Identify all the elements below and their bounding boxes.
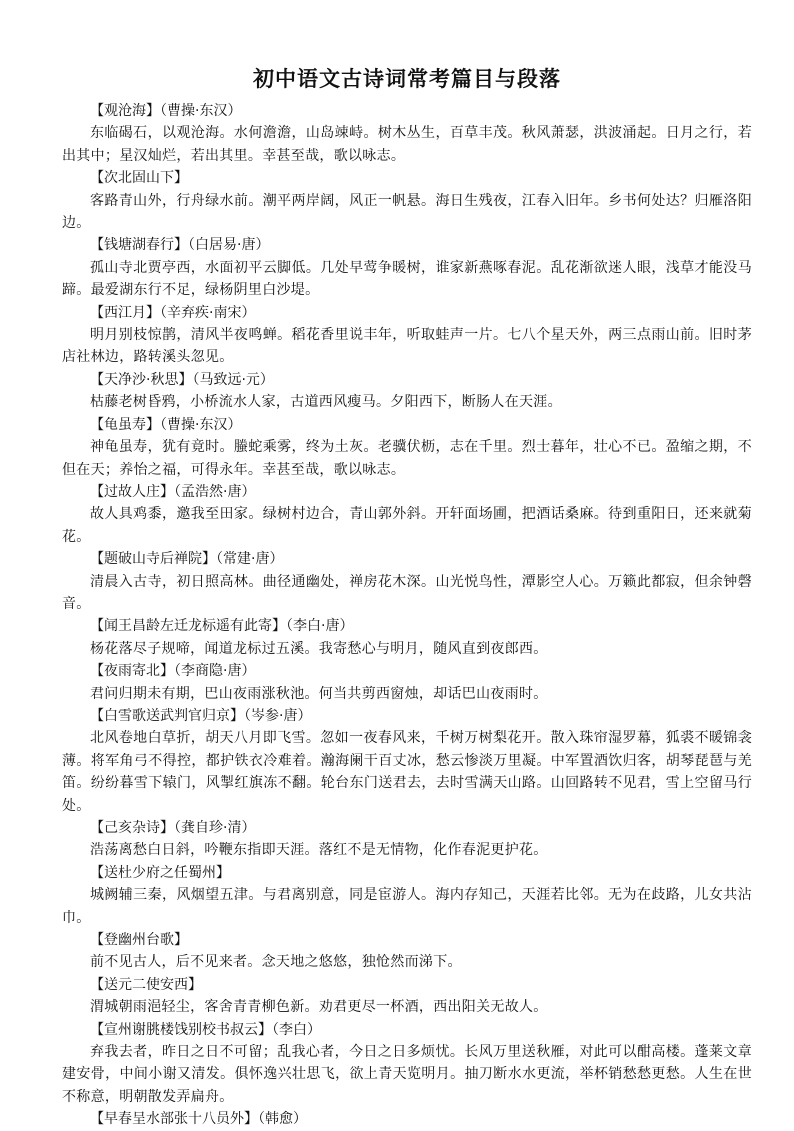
poem-entry — [62, 414, 752, 481]
poem-heading: 【己亥杂诗】（龚自珍·清） — [90, 820, 256, 836]
poem-entry — [62, 660, 752, 705]
poem-heading: 【天净沙·秋思】（马致远·元） — [90, 371, 274, 388]
poem-heading: 【题破山寺后禅院】（常建·唐） — [90, 551, 284, 568]
poem-text: 浩荡离愁白日斜，吟鞭东指即天涯。落红不是无情物，化作春泥更护花。 — [90, 842, 548, 859]
poem-entry — [62, 817, 752, 862]
poem-entry — [62, 369, 752, 414]
poem-heading: 【过故人庄】（孟浩然·唐） — [90, 483, 256, 500]
poem-entry — [62, 615, 752, 660]
poem-heading: 【送杜少府之任蜀州】 — [90, 864, 230, 881]
poem-text: 神龟虽寿，犹有竟时。螣蛇乘雾，终为土灰。老骥伏枥，志在千里。烈士暮年，壮心不已。盈缩之期，不但在天；养怡之福，可得永年。幸甚至哉，歌以咏志。 — [62, 439, 752, 478]
poem-entry — [62, 302, 752, 369]
poem-text: 故人具鸡黍，邀我至田家。绿树村边合，青山郭外斜。开轩面场圃，把酒话桑麻。待到重阳日，还来就菊花。 — [62, 506, 752, 545]
poem-text: 明月别枝惊鹊，清风半夜鸣蝉。稻花香里说丰年，听取蛙声一片。七八个星天外，两三点雨山前。旧时茅店社林边，路转溪头忽见。 — [62, 327, 752, 366]
document-page — [62, 60, 752, 1131]
poem-entry — [62, 1108, 752, 1130]
poem-entry — [62, 234, 752, 301]
poem-heading: 【钱塘湖春行】（白居易·唐） — [90, 237, 270, 254]
poem-heading: 【龟虽寿】（曹操·东汉） — [90, 416, 242, 433]
poem-entry — [62, 974, 752, 1019]
page-title: 初中语文古诗词常考篇目与段落 — [253, 67, 561, 91]
poem-entry — [62, 167, 752, 234]
poem-entry — [62, 862, 752, 929]
poem-entry — [62, 548, 752, 615]
poem-text: 城阙辅三秦，风烟望五津。与君离别意，同是宦游人。海内存知己，天涯若比邻。无为在歧路，儿女共沾巾。 — [62, 887, 752, 926]
poem-text: 渭城朝雨浥轻尘，客舍青青柳色新。劝君更尽一杯酒，西出阳关无故人。 — [90, 999, 548, 1016]
poem-text: 前不见古人，后不见来者。念天地之悠悠，独怆然而涕下。 — [90, 954, 462, 971]
poem-entry — [62, 705, 752, 817]
poem-heading: 【夜雨寄北】（李商隐·唐） — [90, 663, 256, 680]
poem-text: 弃我去者，昨日之日不可留；乱我心者，今日之日多烦忧。长风万里送秋雁，对此可以酣高楼。蓬莱文章建安骨，中间小谢又清发。俱怀逸兴壮思飞，欲上青天览明月。抽刀断水水更流，举杯销愁愁更愁。人生在世不称意，明朝散发弄扁舟。 — [62, 1044, 752, 1105]
poem-heading: 【闻王昌龄左迁龙标遥有此寄】（李白·唐） — [90, 618, 354, 635]
poem-text: 北风卷地白草折，胡天八月即飞雪。忽如一夜春风来，千树万树梨花开。散入珠帘湿罗幕，狐裘不暖锦衾薄。将军角弓不得控，都护铁衣冷难着。瀚海阑干百丈冰，愁云惨淡万里凝。中军置酒饮归客，胡琴琵琶与羌笛。纷纷暮雪下辕门，风掣红旗冻不翻。轮台东门送君去，去时雪满天山路。山回路转不见君，雪上空留马行处。 — [62, 730, 752, 814]
poem-list — [62, 100, 752, 1131]
poem-heading: 【白雪歌送武判官归京】（岑参·唐） — [90, 707, 312, 724]
poem-entry — [62, 100, 752, 167]
poem-text: 东临碣石，以观沧海。水何澹澹，山岛竦峙。树木丛生，百草丰茂。秋风萧瑟，洪波涌起。日月之行，若出其中；星汉灿烂，若出其里。幸甚至哉，歌以咏志。 — [62, 125, 752, 164]
poem-text: 孤山寺北贾亭西，水面初平云脚低。几处早莺争暖树，谁家新燕啄春泥。乱花渐欲迷人眼，浅草才能没马蹄。最爱湖东行不足，绿杨阴里白沙堤。 — [62, 259, 752, 299]
poem-heading: 【早春呈水部张十八员外】（韩愈） — [90, 1111, 307, 1128]
poem-entry — [62, 481, 752, 548]
poem-text: 杨花落尽子规啼，闻道龙标过五溪。我寄愁心与明月，随风直到夜郎西。 — [90, 640, 548, 657]
poem-text: 客路青山外，行舟绿水前。潮平两岸阔，风正一帆悬。海日生残夜，江春入旧年。乡书何处达？归雁洛阳边。 — [62, 192, 752, 232]
poem-heading: 【登幽州台歌】 — [90, 932, 188, 949]
poem-heading: 【次北固山下】 — [90, 170, 188, 187]
poem-heading: 【观沧海】（曹操·东汉） — [90, 103, 242, 119]
poem-text: 清晨入古寺，初日照高林。曲径通幽处，禅房花木深。山光悦鸟性，潭影空人心。万籁此都寂，但余钟磬音。 — [62, 573, 752, 612]
poem-text: 枯藤老树昏鸦，小桥流水人家，古道西风瘦马。夕阳西下，断肠人在天涯。 — [90, 394, 562, 411]
poem-text: 君问归期未有期，巴山夜雨涨秋池。何当共剪西窗烛，却话巴山夜雨时。 — [90, 685, 548, 702]
poem-entry — [62, 1019, 752, 1109]
poem-entry — [62, 929, 752, 974]
poem-heading: 【送元二使安西】 — [90, 976, 202, 993]
poem-heading: 【西江月】（辛弃疾·南宋） — [90, 304, 256, 321]
poem-heading: 【宣州谢朓楼饯别校书叔云】（李白） — [90, 1021, 321, 1038]
